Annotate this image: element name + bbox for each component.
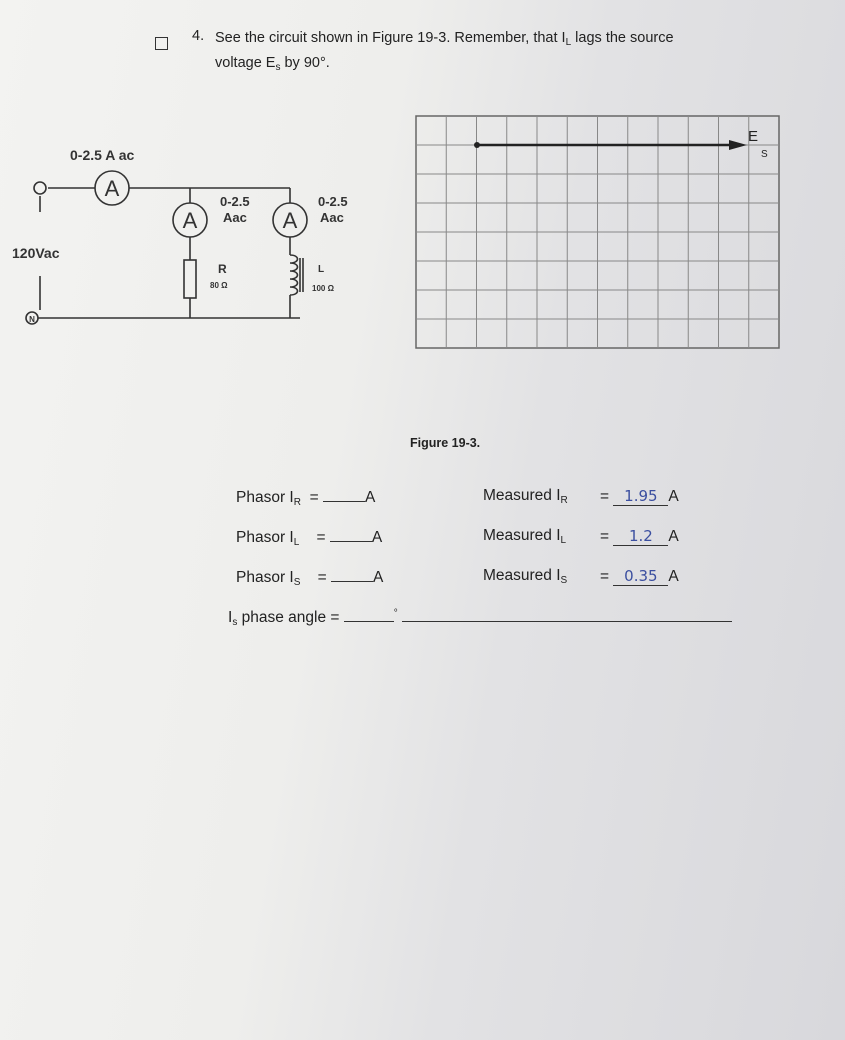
measured-il-value[interactable]: 1.2 bbox=[613, 527, 668, 546]
main-ammeter-range: 0-2.5 A ac bbox=[70, 147, 135, 163]
measured-il-row: Measured $I_L$ bbox=[483, 527, 567, 546]
question-checkbox[interactable] bbox=[155, 37, 168, 50]
source-voltage-label: 120Vac bbox=[12, 245, 60, 261]
vector-origin bbox=[474, 142, 480, 148]
measured-is-answer: = 0.35 A bbox=[600, 567, 679, 585]
branch1-range-top: 0-2.5 bbox=[220, 194, 250, 209]
circuit-diagram bbox=[0, 130, 400, 360]
measured-il-answer: = 1.2 A bbox=[600, 527, 679, 545]
phase-angle-note-line[interactable] bbox=[402, 607, 732, 622]
measured-is-row: Measured $I_S$ bbox=[483, 567, 568, 586]
phasor-grid bbox=[415, 115, 785, 355]
line-terminal bbox=[34, 182, 46, 194]
phasor-ir-row: Phasor $I_R = A$ bbox=[236, 489, 376, 508]
question-number: 4. bbox=[192, 28, 205, 44]
measured-is-value[interactable]: 0.35 bbox=[613, 567, 668, 586]
branch1-ammeter-symbol: A bbox=[182, 208, 198, 233]
phasor-is-blank[interactable] bbox=[331, 567, 373, 582]
inductor-value: 100 Ω bbox=[312, 284, 334, 293]
phasor-il-blank[interactable] bbox=[330, 527, 372, 542]
branch2-range-top: 0-2.5 bbox=[318, 194, 348, 209]
branch2-range-bottom: Aac bbox=[320, 210, 344, 225]
main-ammeter-symbol: A bbox=[104, 176, 120, 201]
phase-angle-blank[interactable] bbox=[344, 607, 394, 622]
es-vector-sub: S bbox=[761, 149, 768, 160]
phasor-ir-blank[interactable] bbox=[323, 487, 365, 502]
phasor-is-row: Phasor $I_S$ = A bbox=[236, 569, 384, 588]
es-vector-label: E bbox=[748, 128, 759, 145]
measured-ir-value[interactable]: 1.95 bbox=[613, 487, 668, 506]
branch2-ammeter-symbol: A bbox=[282, 208, 298, 233]
inductor-label: L bbox=[318, 264, 325, 275]
phasor-il-row: Phasor $I_L$ = A bbox=[236, 529, 383, 548]
figure-caption: Figure 19-3. bbox=[410, 436, 481, 450]
resistor-label: R bbox=[218, 262, 227, 276]
es-vector-arrowhead bbox=[729, 140, 747, 150]
resistor-value: 80 Ω bbox=[210, 281, 228, 290]
question-text: See the circuit shown in Figure 19-3. Remember, that $I_L$ lags the source voltage $E_s$ by 90°. bbox=[215, 30, 674, 73]
phase-angle-row: $I_s$ phase angle = ° bbox=[228, 607, 732, 628]
neutral-symbol: N bbox=[29, 315, 35, 324]
measured-ir-row: Measured $I_R$ bbox=[483, 487, 568, 506]
measured-ir-answer: = 1.95 A bbox=[600, 487, 679, 505]
branch1-range-bottom: Aac bbox=[223, 210, 247, 225]
